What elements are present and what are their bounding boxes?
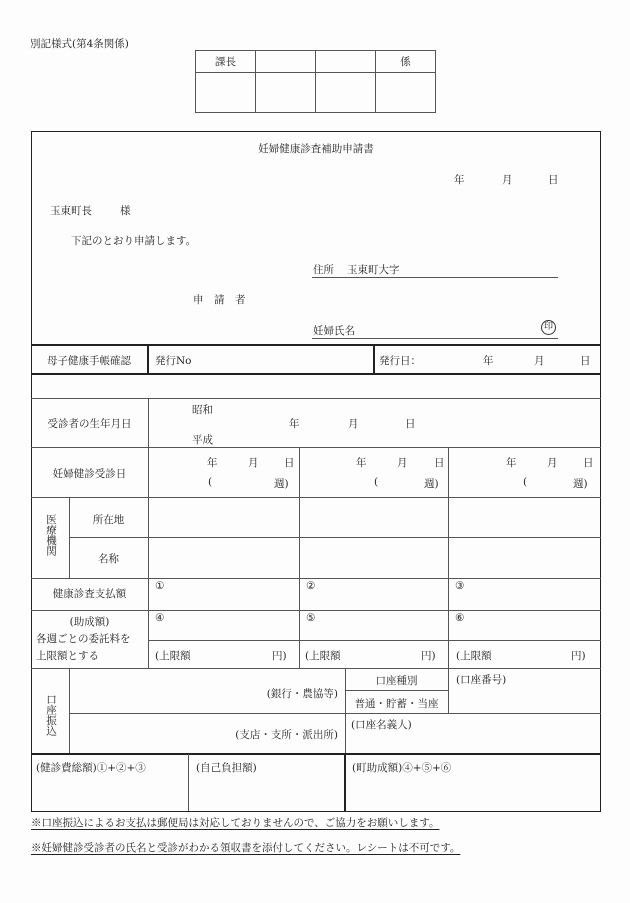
divider: [31, 344, 601, 346]
stamp-header-section-chief: 課長: [196, 51, 256, 73]
issue-year-label: 年: [483, 355, 494, 367]
stamp-header-blank-2: [316, 51, 376, 73]
exam3-week-close: 週): [573, 478, 588, 490]
stamp-cell-3[interactable]: [316, 73, 376, 113]
total-fee-label: (健診費総額)①+②+③: [36, 762, 146, 774]
form-title: 妊婦健康診査補助申請書: [258, 143, 374, 155]
limit-label-3: (上限額: [456, 650, 492, 662]
bank-group-label: 口座振込: [45, 694, 57, 736]
pregnant-name-label: 妊婦氏名: [313, 325, 355, 337]
exam2-week-open: (: [374, 476, 379, 488]
medical-location-label: 所在地: [92, 514, 125, 526]
intro-text: 下記のとおり申請します。: [71, 235, 197, 247]
exam2-week-close: 週): [424, 478, 439, 490]
exam1-week-close: 週): [274, 478, 289, 490]
medical-name-visit-2[interactable]: [300, 538, 447, 577]
limit-unit-1: 円): [272, 650, 287, 662]
name-underline: [312, 338, 558, 339]
divider: [31, 610, 601, 611]
address-value[interactable]: 玉東町大字: [347, 264, 400, 276]
era-showa[interactable]: 昭和: [192, 404, 213, 416]
account-type-label: 口座種別: [375, 675, 418, 687]
divider: [31, 753, 601, 755]
exam2-year: 年: [356, 457, 367, 469]
approval-stamp-table: [195, 50, 436, 113]
self-pay-label: (自己負担額): [196, 762, 257, 774]
address-label: 住所: [313, 264, 334, 276]
divider: [31, 373, 601, 375]
addressee: 玉東町長: [50, 205, 92, 217]
limit-label-1: (上限額: [155, 650, 191, 662]
payment-mark-3: ③: [455, 580, 465, 592]
date-year-label: 年: [454, 174, 465, 186]
subsidy-mark-5: ⑤: [306, 612, 316, 624]
divider: [147, 345, 149, 374]
payment-label: 健康診査支払額: [52, 588, 127, 600]
stamp-cell-section-chief[interactable]: [196, 73, 256, 113]
branch-suffix: (支店・支所・派出所): [235, 729, 338, 741]
self-pay-field[interactable]: [189, 776, 343, 810]
birth-year-label: 年: [289, 418, 300, 430]
form-reference: 別記様式(第4条関係): [30, 38, 129, 50]
payment-mark-2: ②: [306, 580, 316, 592]
divider: [31, 578, 601, 579]
subsidy-label-line3: 上限額とする: [36, 650, 99, 662]
note-postal: ※口座振込によるお支払は郵便局は対応しておりませんので、ご協力をお願いします。: [31, 817, 440, 829]
limit-unit-2: 円): [421, 650, 436, 662]
date-day-label: 日: [548, 174, 559, 186]
birth-day-label: 日: [405, 418, 416, 430]
medical-name-label: 名称: [98, 553, 119, 565]
medical-group-label: 医療機関: [45, 514, 57, 556]
bank-suffix: (銀行・農協等): [266, 688, 338, 700]
limit-label-2: (上限額: [305, 650, 341, 662]
era-heisei[interactable]: 平成: [192, 434, 213, 446]
subsidy-label-line2: 各週ごとの委託料を: [36, 633, 131, 645]
issue-no-label: 発行No: [155, 355, 192, 367]
divider: [148, 640, 601, 641]
exam-date-label: 妊婦健診受診日: [52, 468, 127, 480]
applicant-label: 申 請 者: [193, 294, 246, 306]
subsidy-label-line1: (助成額): [69, 616, 110, 628]
medical-location-visit-1[interactable]: [149, 498, 298, 537]
stamp-header-staff: 係: [376, 51, 436, 73]
subsidy-mark-6: ⑥: [455, 612, 465, 624]
issue-day-label: 日: [580, 355, 591, 367]
exam1-day: 日: [284, 457, 295, 469]
address-underline: [312, 277, 558, 278]
subsidy-mark-4: ④: [155, 612, 165, 624]
exam3-week-open: (: [523, 476, 528, 488]
medical-name-visit-3[interactable]: [449, 538, 599, 577]
account-type-options[interactable]: 普通・貯蓄・当座: [354, 698, 439, 710]
exam1-year: 年: [207, 457, 218, 469]
birthdate-label: 受診者の生年月日: [47, 418, 132, 430]
divider: [373, 345, 375, 374]
medical-location-visit-2[interactable]: [300, 498, 447, 537]
issue-date-label: 発行日：: [379, 355, 421, 367]
exam2-month: 月: [397, 457, 408, 469]
birth-month-label: 月: [348, 418, 359, 430]
divider: [345, 690, 448, 691]
seal-icon: [541, 320, 556, 335]
handbook-label: 母子健康手帳確認: [47, 355, 131, 367]
town-subsidy-label: (町助成額)④+⑤+⑥: [352, 762, 452, 774]
seal-glyph: 印: [541, 320, 556, 335]
account-number-label: (口座番号): [456, 674, 507, 686]
medical-location-visit-3[interactable]: [449, 498, 599, 537]
exam1-month: 月: [248, 457, 259, 469]
honorific: 様: [120, 205, 131, 217]
exam3-day: 日: [583, 457, 594, 469]
account-holder-field[interactable]: [346, 732, 599, 752]
exam3-month: 月: [547, 457, 558, 469]
note-receipt: ※妊婦健診受診者の氏名と受診がわかる領収書を添付してください。レシートは不可です。: [31, 842, 461, 854]
issue-month-label: 月: [534, 355, 545, 367]
stamp-cell-staff[interactable]: [376, 73, 436, 113]
divider: [344, 754, 346, 811]
payment-mark-1: ①: [155, 580, 165, 592]
date-month-label: 月: [502, 174, 513, 186]
stamp-cell-2[interactable]: [256, 73, 316, 113]
medical-name-visit-1[interactable]: [149, 538, 298, 577]
exam2-day: 日: [434, 457, 445, 469]
account-number-field[interactable]: [449, 690, 599, 712]
account-holder-label: (口座名義人): [351, 719, 412, 731]
town-subsidy-field[interactable]: [347, 776, 599, 810]
total-fee-field[interactable]: [32, 776, 187, 810]
divider: [31, 398, 601, 399]
divider: [31, 447, 601, 448]
exam3-year: 年: [506, 457, 517, 469]
limit-unit-3: 円): [571, 650, 586, 662]
exam1-week-open: (: [208, 476, 213, 488]
stamp-header-blank-1: [256, 51, 316, 73]
